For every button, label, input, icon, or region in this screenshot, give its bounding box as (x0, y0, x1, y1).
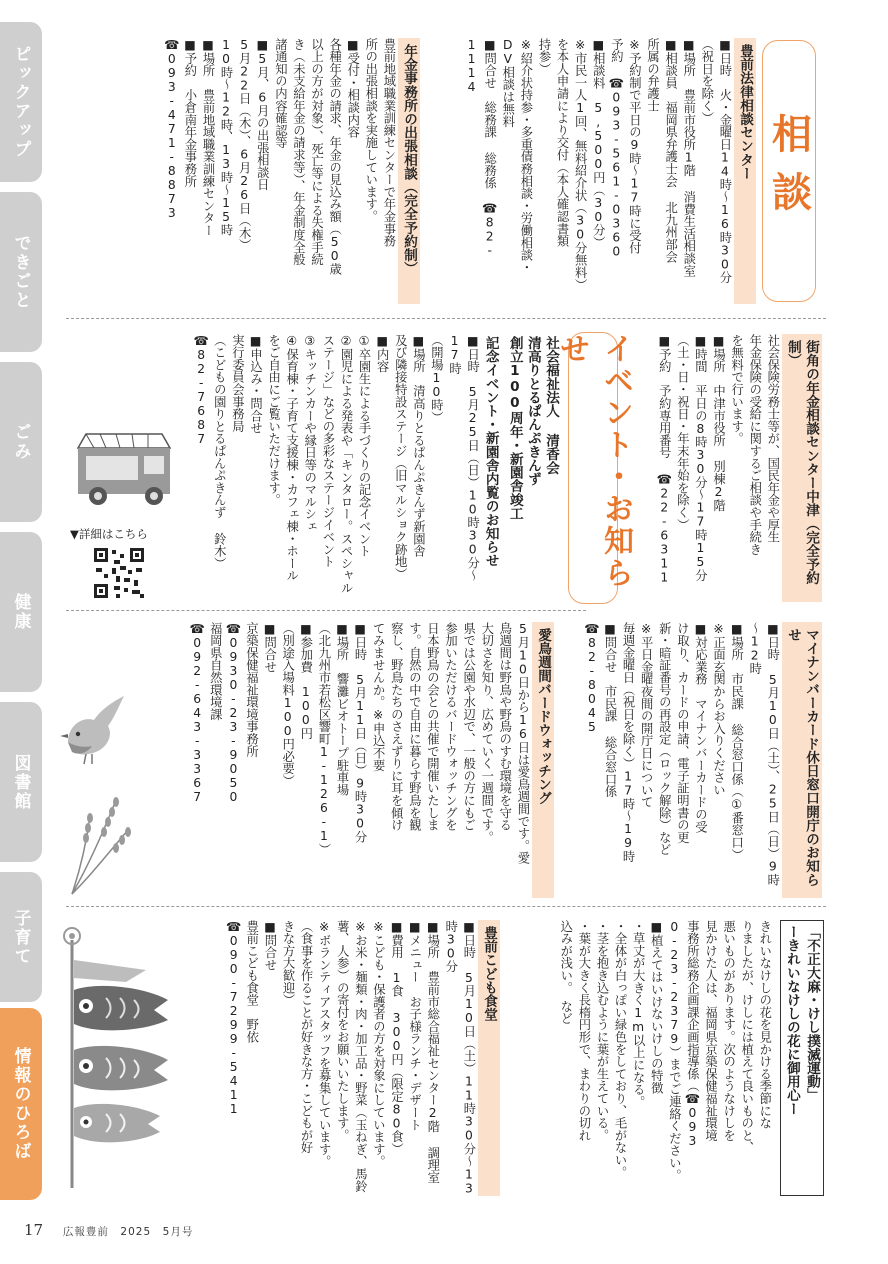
article-pension-trip (120, 38, 420, 304)
article-line: 鳥週間は野鳥や野鳥のすむ環境を守る (497, 622, 512, 832)
article-title: 創立100周年・新園舎竣工 (506, 336, 523, 520)
article-line: ■申込み・問合せ (248, 334, 263, 435)
article-line: 県では公園や水辺で、一般の方にもご (461, 622, 476, 832)
article-title: 記念イベント・新園舎内覧のお知らせ (482, 336, 499, 568)
article-title: マイナンバーカード休日窓口開庁のお知らせ (782, 622, 822, 898)
divider (66, 610, 586, 611)
article-line: ☎093-471-8873 (164, 38, 179, 220)
article-line: ■日時 5月10日（土）、25日（日）9時～12時 (747, 622, 780, 887)
section-heading-event (554, 332, 633, 604)
article-title: 「不正大麻・けし撲滅運動」 (801, 920, 824, 1196)
qr-code[interactable] (92, 546, 146, 600)
article-line: 込みが浅い。 など (558, 920, 573, 1025)
article-title: 清高りとるぱんぷきんず (524, 336, 541, 486)
article-line: ■費用 1食 300円（限定80食） (389, 920, 404, 1155)
tab-label: できごと (10, 234, 31, 310)
article-line: 薯、人参）の寄付をお願いいたします。 (335, 920, 350, 1142)
tab-toshokan[interactable] (0, 702, 42, 862)
article-line: 毎週金曜日（祝日を除く）17時～19時 (621, 622, 636, 863)
article-line: DV相談は無料 (500, 38, 515, 128)
article-line: ①卒園生による手づくりの記念イベント (357, 334, 372, 558)
article-line: ※こども・保護者の方を対象にしています。 (371, 920, 386, 1168)
article-line: ■日時 5月10日（土）11時30分～13時30分 (443, 920, 476, 1196)
article-line: 5月22日（木）、6月26日（木） (237, 38, 252, 252)
article-line: ■相談員 福岡県弁護士会 北九州部会 (663, 38, 678, 263)
section-heading-text: 相談 (765, 113, 812, 229)
tab-label: 健康 (10, 593, 31, 631)
article-line: ■対応業務 マイナンバーカードの受 (693, 622, 708, 833)
article-line: ■場所 中津市役所 別棟2階 (711, 334, 726, 512)
article-line: ■日時 火・金曜日14時～16時30分 (717, 38, 732, 284)
article-line: 察し、野鳥たちのさえずりに耳を傾け (389, 622, 404, 832)
article-line: てみませんか。※申込不要 (371, 622, 386, 772)
section-heading-soudan (762, 40, 816, 302)
article-line: 諸通知の内容確認等 (273, 38, 288, 149)
article-line: をご自由にご覧いただけます。 (266, 334, 281, 507)
article-line: ■問合せ 総務課 総務係 ☎82-1114 (464, 38, 497, 258)
article-line: 以上の方が対象）、死亡等による失権手続 (309, 38, 324, 266)
article-line: 新・暗証番号の再設定（ロック解除）など (657, 622, 672, 856)
article-line: ☎82-8045 (584, 622, 599, 734)
article-line: を無料で行います。 (729, 334, 744, 445)
page-footer (24, 1221, 193, 1239)
tab-dekigoto[interactable] (0, 192, 42, 352)
article-line: ■予約 小倉南年金事務所 (182, 38, 197, 188)
koinobori-illustration (56, 920, 176, 1190)
article-line: ・草丈が大きく1m以上になる。 (631, 920, 646, 1108)
article-line: ■予約 予約専用番号 ☎22-6311 (657, 334, 672, 585)
article-line: ■植えてはいけないけしの特徴 (649, 920, 664, 1094)
article-line: きれいなけしの花を見かける季節にな (757, 920, 772, 1130)
divider (66, 318, 826, 319)
article-line: ■場所 市民課 総合窓口係（①番窓口） (729, 622, 744, 861)
tab-kenko[interactable] (0, 532, 42, 692)
tab-kosodate[interactable] (0, 872, 42, 1002)
article-line: け取り、カードの申請、電子証明書の更 (675, 622, 690, 844)
article-line: ☎82-7687 (194, 334, 209, 446)
article-line: ■問合せ (262, 622, 277, 673)
article-line: （北九州市若松区響町1-126-1） (316, 622, 331, 856)
article-nakatsu-pension (632, 334, 822, 602)
tab-label: ごみ (10, 423, 31, 461)
article-line: （別途入場料100円必要） (280, 622, 295, 787)
magazine-issue: 広報豊前 2025 5月号 (62, 1226, 194, 1238)
article-line: ■場所 響灘ビオトープ駐車場 (334, 622, 349, 796)
article-title: 豊前法律相談センター (734, 38, 756, 304)
article-line: （こどもの園りとるぱんぷきんず 鈴木） (212, 334, 227, 570)
article-line: 所属の弁護士 (645, 38, 660, 112)
article-line: ■場所 豊前市総合福祉センター2階 調理室 (425, 920, 440, 1184)
divider (66, 906, 826, 907)
article-line: 所の出張相談を実施しています。 (363, 38, 378, 223)
article-line: ■受付・相談内容 (345, 38, 360, 139)
article-line: 各種年金の請求、年金の見込み額（50歳 (327, 38, 342, 276)
article-line: ※平日金曜夜間の開庁日について (639, 622, 654, 809)
tab-label: 図書館 (10, 753, 31, 811)
article-line: 5月10日から16日は愛鳥週間です。愛 (515, 622, 530, 865)
tab-label: 子育て (10, 908, 31, 966)
article-line: ■問合せ (262, 920, 277, 971)
article-line: ■相談料 5,500円（30分） (591, 38, 606, 249)
article-line: ・茎を抱き込むように葉が生えている。 (594, 920, 609, 1142)
section-heading-text: イベント・お知らせ (554, 333, 633, 589)
article-line: ③キッチンカーや縁日等のマルシェ (302, 334, 317, 533)
article-line: ■メニュー お子様ランチ・デザート (407, 920, 422, 1131)
article-line: 持参） (536, 38, 551, 75)
article-line: ステージ」などの多彩なステージイベント (320, 334, 335, 568)
article-line: 0-23-2379）までご連絡ください。 (667, 920, 682, 1182)
lavender-illustration (66, 790, 136, 900)
article-mynumber-card (584, 622, 822, 898)
article-line: 悪いものがあります。次のようなけしを (721, 920, 736, 1142)
article-line: 10時～12時、13時～15時 (219, 38, 234, 237)
article-line: す。自然の中で自由に暮らす野鳥を観 (407, 622, 422, 832)
article-line: （食事を作ることが好きな方・こどもが好 (299, 920, 314, 1154)
article-line: ■場所 豊前市役所1階 消費生活相談室 (681, 38, 696, 277)
article-title: ーきれいなけしの花に御用心ー (780, 920, 803, 1196)
article-line: ※市民一人1回、無料紹介状（30分無料） (573, 38, 588, 291)
food-truck-illustration (70, 408, 180, 508)
article-line: き（未支給年金の請求等）、年金制度全般 (291, 38, 306, 266)
article-line: ■問合せ 市民課 総合窓口係 (602, 622, 617, 798)
article-line: 社会保険労務士等が、国民年金や厚生 (765, 334, 780, 544)
article-line: 福岡県自然環境課 (208, 622, 223, 721)
article-line: ※紹介状持参・多重債務相談・労働相談・ (518, 38, 533, 274)
article-line: ※正面玄関からお入りください (711, 622, 726, 796)
article-title: 愛鳥週間バードウォッチング (532, 622, 554, 898)
article-line: 日本野鳥の会との共催で開催いたしま (425, 622, 440, 832)
article-bird-watching (128, 622, 554, 898)
article-line: を本人申請により交付（本人確認書類 (555, 38, 570, 248)
article-line: りましたが、けしには植えて良いものと、 (739, 920, 754, 1154)
article-line: ☎090-7299-5411 (226, 920, 241, 1116)
article-line: ・葉が大きく長楕円形で、まわりの切れ (576, 920, 591, 1142)
article-line: 見かけた人は、福岡県京築保健福祉環境 (703, 920, 718, 1142)
article-school-event (168, 334, 560, 602)
article-line: 豊前地域職業訓練センターで年金事務 (381, 38, 396, 248)
article-line: ■場所 清高りとるぱんぷきんず新園舎 (411, 334, 426, 558)
article-title: 社会福祉法人 清香会 (543, 336, 559, 475)
article-line: ■参加費 100円 (298, 622, 313, 740)
article-line: ・全体が白っぽい緑色をしており、毛がない。 (613, 920, 628, 1179)
article-line: きな方大歓迎） (280, 920, 295, 1007)
article-line: （土・日・祝日・年末年始を除く） (675, 334, 690, 531)
article-line: （祝日を除く） (699, 38, 714, 125)
tab-label: ピックアップ (10, 45, 31, 159)
article-line: 予約 ☎093-561-0360 (609, 38, 624, 259)
article-line: 京築保健福祉環境事務所 (244, 622, 259, 758)
article-title: 豊前こども食堂 (478, 920, 500, 1196)
tab-label: 情報のひろば (10, 1047, 31, 1161)
qr-label: ▼詳細はこちら (70, 527, 148, 541)
article-line: ☎0930-23-9050 (226, 622, 241, 804)
article-line: （開場10時） (429, 334, 444, 424)
article-line: ■時間 平日の8時30分～17時15分 (693, 334, 708, 582)
article-line: 参加いただけるバードウォッチングを (443, 622, 458, 832)
article-line: 豊前こども食堂 野依 (244, 920, 259, 1043)
article-line: ■5月、6月の出張相談日 (255, 38, 270, 191)
article-line: 大切さを知り、広めていく一週間です。 (479, 622, 494, 844)
article-poppy-warning (508, 920, 824, 1196)
article-line: ☎092-643-3367 (190, 622, 205, 804)
article-line: ②園児による発表や「キンタロー。スペシャル (338, 334, 353, 594)
tab-pickup[interactable] (0, 22, 42, 182)
bird-illustration (58, 690, 130, 770)
article-line: ■内容 (375, 334, 390, 373)
article-line: ■日時 5月11日（日）9時30分 (353, 622, 368, 843)
article-title: 年金事務所の出張相談（完全予約制） (398, 38, 420, 304)
article-line: ④保育棟・子育て支援棟・カフェ棟・ホール (284, 334, 299, 582)
article-line: 年金保険の受給に関するご相談や手続き (747, 334, 762, 556)
page-number: 17 (24, 1221, 44, 1239)
article-line: ■場所 豊前地域職業訓練センター (200, 38, 215, 237)
article-line: ■日時 5月25日（日）10時30分～17時 (447, 334, 480, 582)
article-line: 及び隣接特設ステージ（旧マルショク跡地） (393, 334, 408, 580)
article-kodomo-shokudo (200, 920, 500, 1196)
article-title: 街角の年金相談センター中津（完全予約制） (782, 334, 822, 602)
article-line: 事務所総務企画課企画指導係（☎093 (685, 920, 700, 1149)
tab-gomi[interactable] (0, 362, 42, 522)
article-line: ※お米・麺類・肉・加工品・野菜（玉ねぎ、馬鈴 (353, 920, 368, 1193)
tab-joho-hiroba[interactable] (0, 1008, 42, 1200)
article-law-center (464, 38, 756, 304)
article-line: 実行委員会事務局 (230, 334, 245, 433)
article-line: ※ボランティアスタッフを募集しています。 (317, 920, 332, 1168)
article-line: ※予約制で平日の9時～17時に受付 (627, 38, 642, 254)
